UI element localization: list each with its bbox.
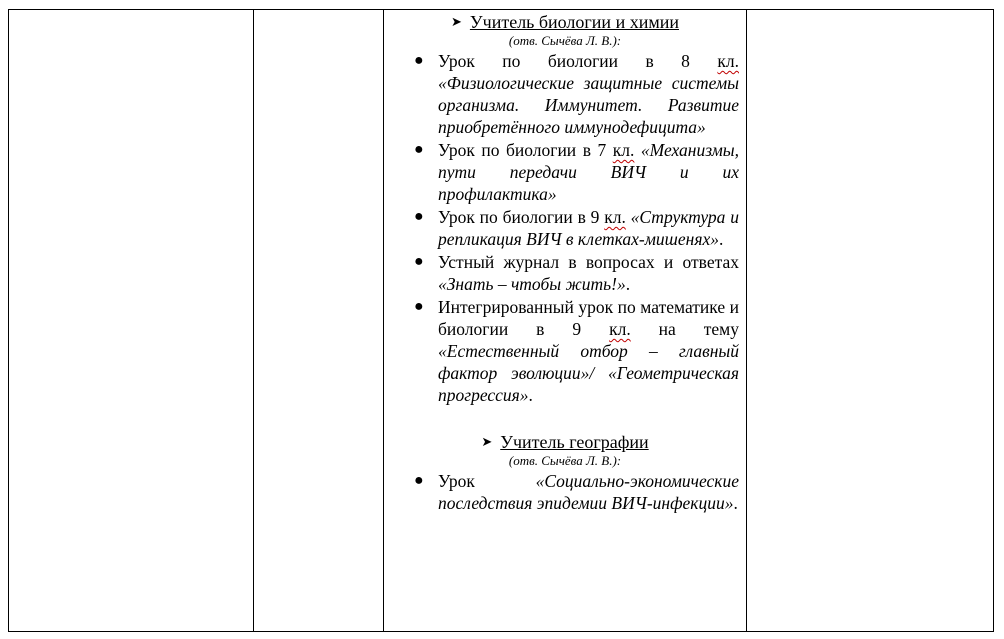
item-text: Урок по биологии в 7 [438,140,613,160]
item-text-mid: на тему [630,319,739,339]
activity-list [384,470,746,514]
column-border-4 [746,9,747,631]
column-border-2 [253,9,254,631]
item-tail: . [625,274,631,294]
item-text: Устный журнал в вопросах и ответах [438,252,739,272]
item-topic: «Структура и репликация ВИЧ в клетках-мишенях» [438,207,739,249]
activity-list [384,50,746,406]
arrow-bullet-icon: ➤ [451,14,462,29]
section-title: Учитель географии [500,432,649,452]
item-topic: «Естественный отбор – главный фактор эволюции»/ «Геометрическая прогрессия» [438,341,739,405]
item-tail: . [528,385,533,405]
content-cell [384,9,746,631]
bullet-icon: ● [414,52,424,69]
section-title: Учитель биологии и химии [469,12,679,32]
bullet-icon: ● [414,141,424,158]
item-topic: «Механизмы, пути передачи ВИЧ и их профилактика» [438,140,739,204]
item-topic: «Социально-экономические последствия эпидемии ВИЧ-инфекции» [438,471,739,513]
bullet-icon: ● [414,472,424,489]
list-item [384,50,746,138]
list-item [384,251,746,295]
section-heading [384,431,746,453]
item-text: Урок по биологии в 8 [438,51,718,71]
responsible-note: (отв. Сычёва Л. В.): [508,33,622,48]
column-border-1 [8,9,9,631]
grade-abbrev: кл. [612,140,635,160]
document-table [8,9,994,631]
bullet-icon: ● [414,298,424,315]
column-border-5 [993,9,994,631]
item-text: Интегрированный урок по математике и биологии в 9 [438,297,739,339]
item-topic: «Физиологические защитные системы организма. Иммунитет. Развитие приобретённого иммунодефицита» [438,73,739,137]
item-tail: . [733,493,738,513]
list-item [384,296,746,406]
list-item [384,206,746,250]
list-item [384,470,746,514]
section-heading [384,11,746,33]
grade-abbrev: кл. [717,51,739,71]
bullet-icon: ● [414,253,424,270]
table-bottom-border [8,631,994,632]
list-item [384,139,746,205]
grade-abbrev: кл. [604,207,626,227]
responsible-note: (отв. Сычёва Л. В.): [508,453,622,468]
item-tail: . [719,229,724,249]
bullet-icon: ● [414,208,424,225]
item-topic: «Знать – чтобы жить!» [438,274,626,294]
spacer [384,407,746,429]
grade-abbrev: кл. [609,319,631,339]
item-text: Урок [438,471,536,491]
arrow-bullet-icon: ➤ [481,434,493,449]
item-text: Урок по биологии в 9 [438,207,605,227]
